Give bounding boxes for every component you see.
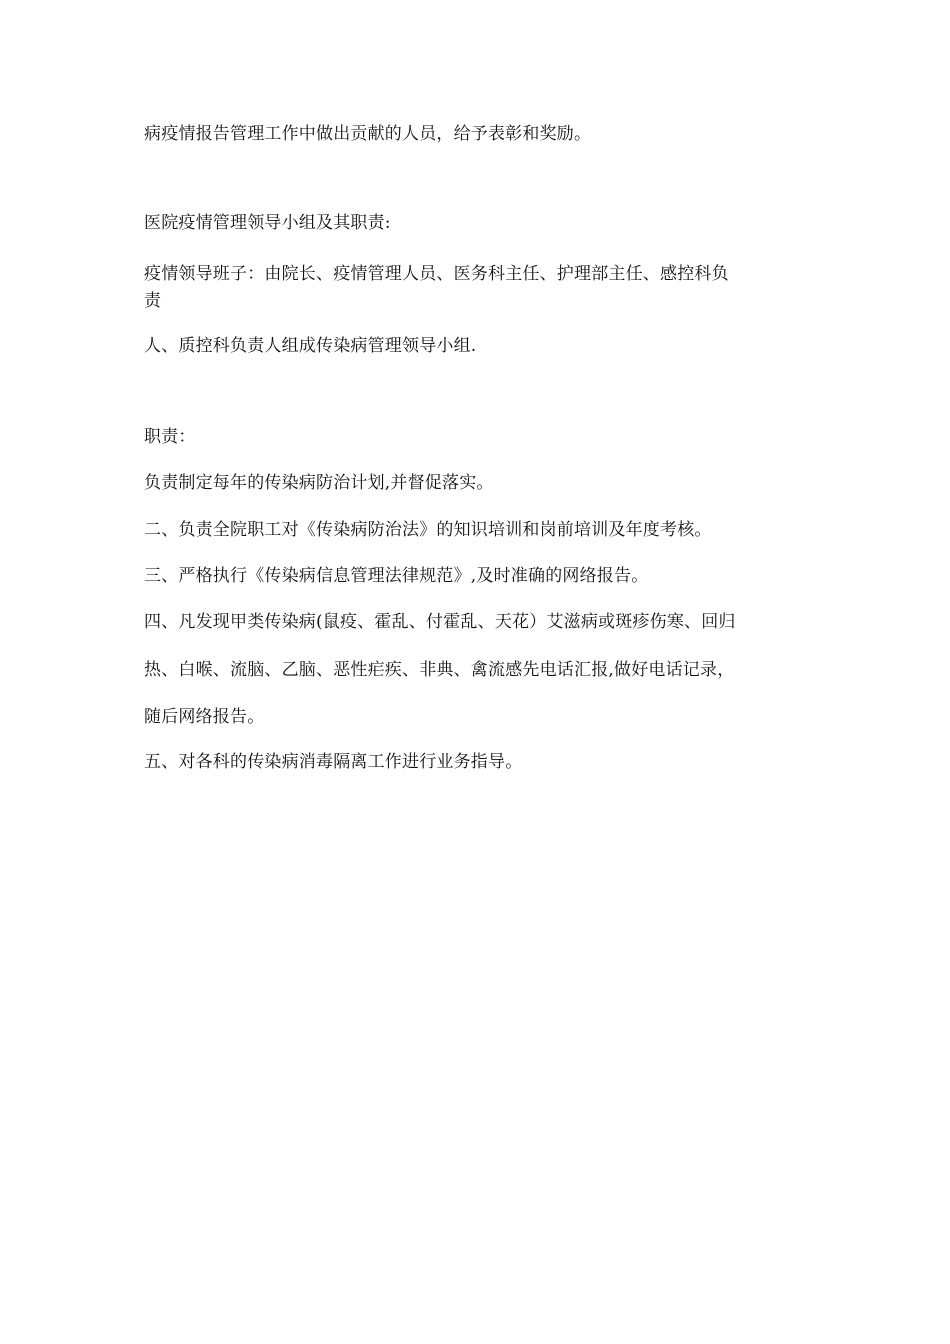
paragraph-duty-2: 二、负责全院职工对《传染病防治法》的知识培训和岗前培训及年度考核。	[144, 520, 712, 540]
paragraph-duty-4-line3: 随后网络报告。	[144, 707, 265, 727]
paragraph-duties-heading: 职责：	[144, 427, 196, 447]
paragraph-duty-4-line1: 四、凡发现甲类传染病(鼠疫、霍乱、付霍乱、天花）艾滋病或斑疹伤寒、回归	[144, 612, 736, 632]
paragraph-commendation: 病疫情报告管理工作中做出贡献的人员，给予表彰和奖励。	[144, 124, 592, 144]
paragraph-leadership-team-line2: 责	[144, 291, 162, 311]
paragraph-leadership-team-line3: 人、质控科负责人组成传染病管理领导小组.	[144, 336, 477, 356]
paragraph-leadership-group-heading: 医院疫情管理领导小组及其职责:	[144, 213, 391, 233]
paragraph-leadership-team-line1: 疫情领导班子：由院长、疫情管理人员、医务科主任、护理部主任、感控科负	[144, 264, 729, 284]
paragraph-duty-1: 负责制定每年的传染病防治计划,并督促落实。	[144, 473, 494, 493]
paragraph-duty-5: 五、对各科的传染病消毒隔离工作进行业务指导。	[144, 752, 523, 772]
paragraph-duty-4-line2: 热、白喉、流脑、乙脑、恶性疟疾、非典、禽流感先电话汇报,做好电话记录，	[144, 660, 735, 680]
paragraph-duty-3: 三、严格执行《传染病信息管理法律规范》,及时准确的网络报告。	[144, 566, 649, 586]
